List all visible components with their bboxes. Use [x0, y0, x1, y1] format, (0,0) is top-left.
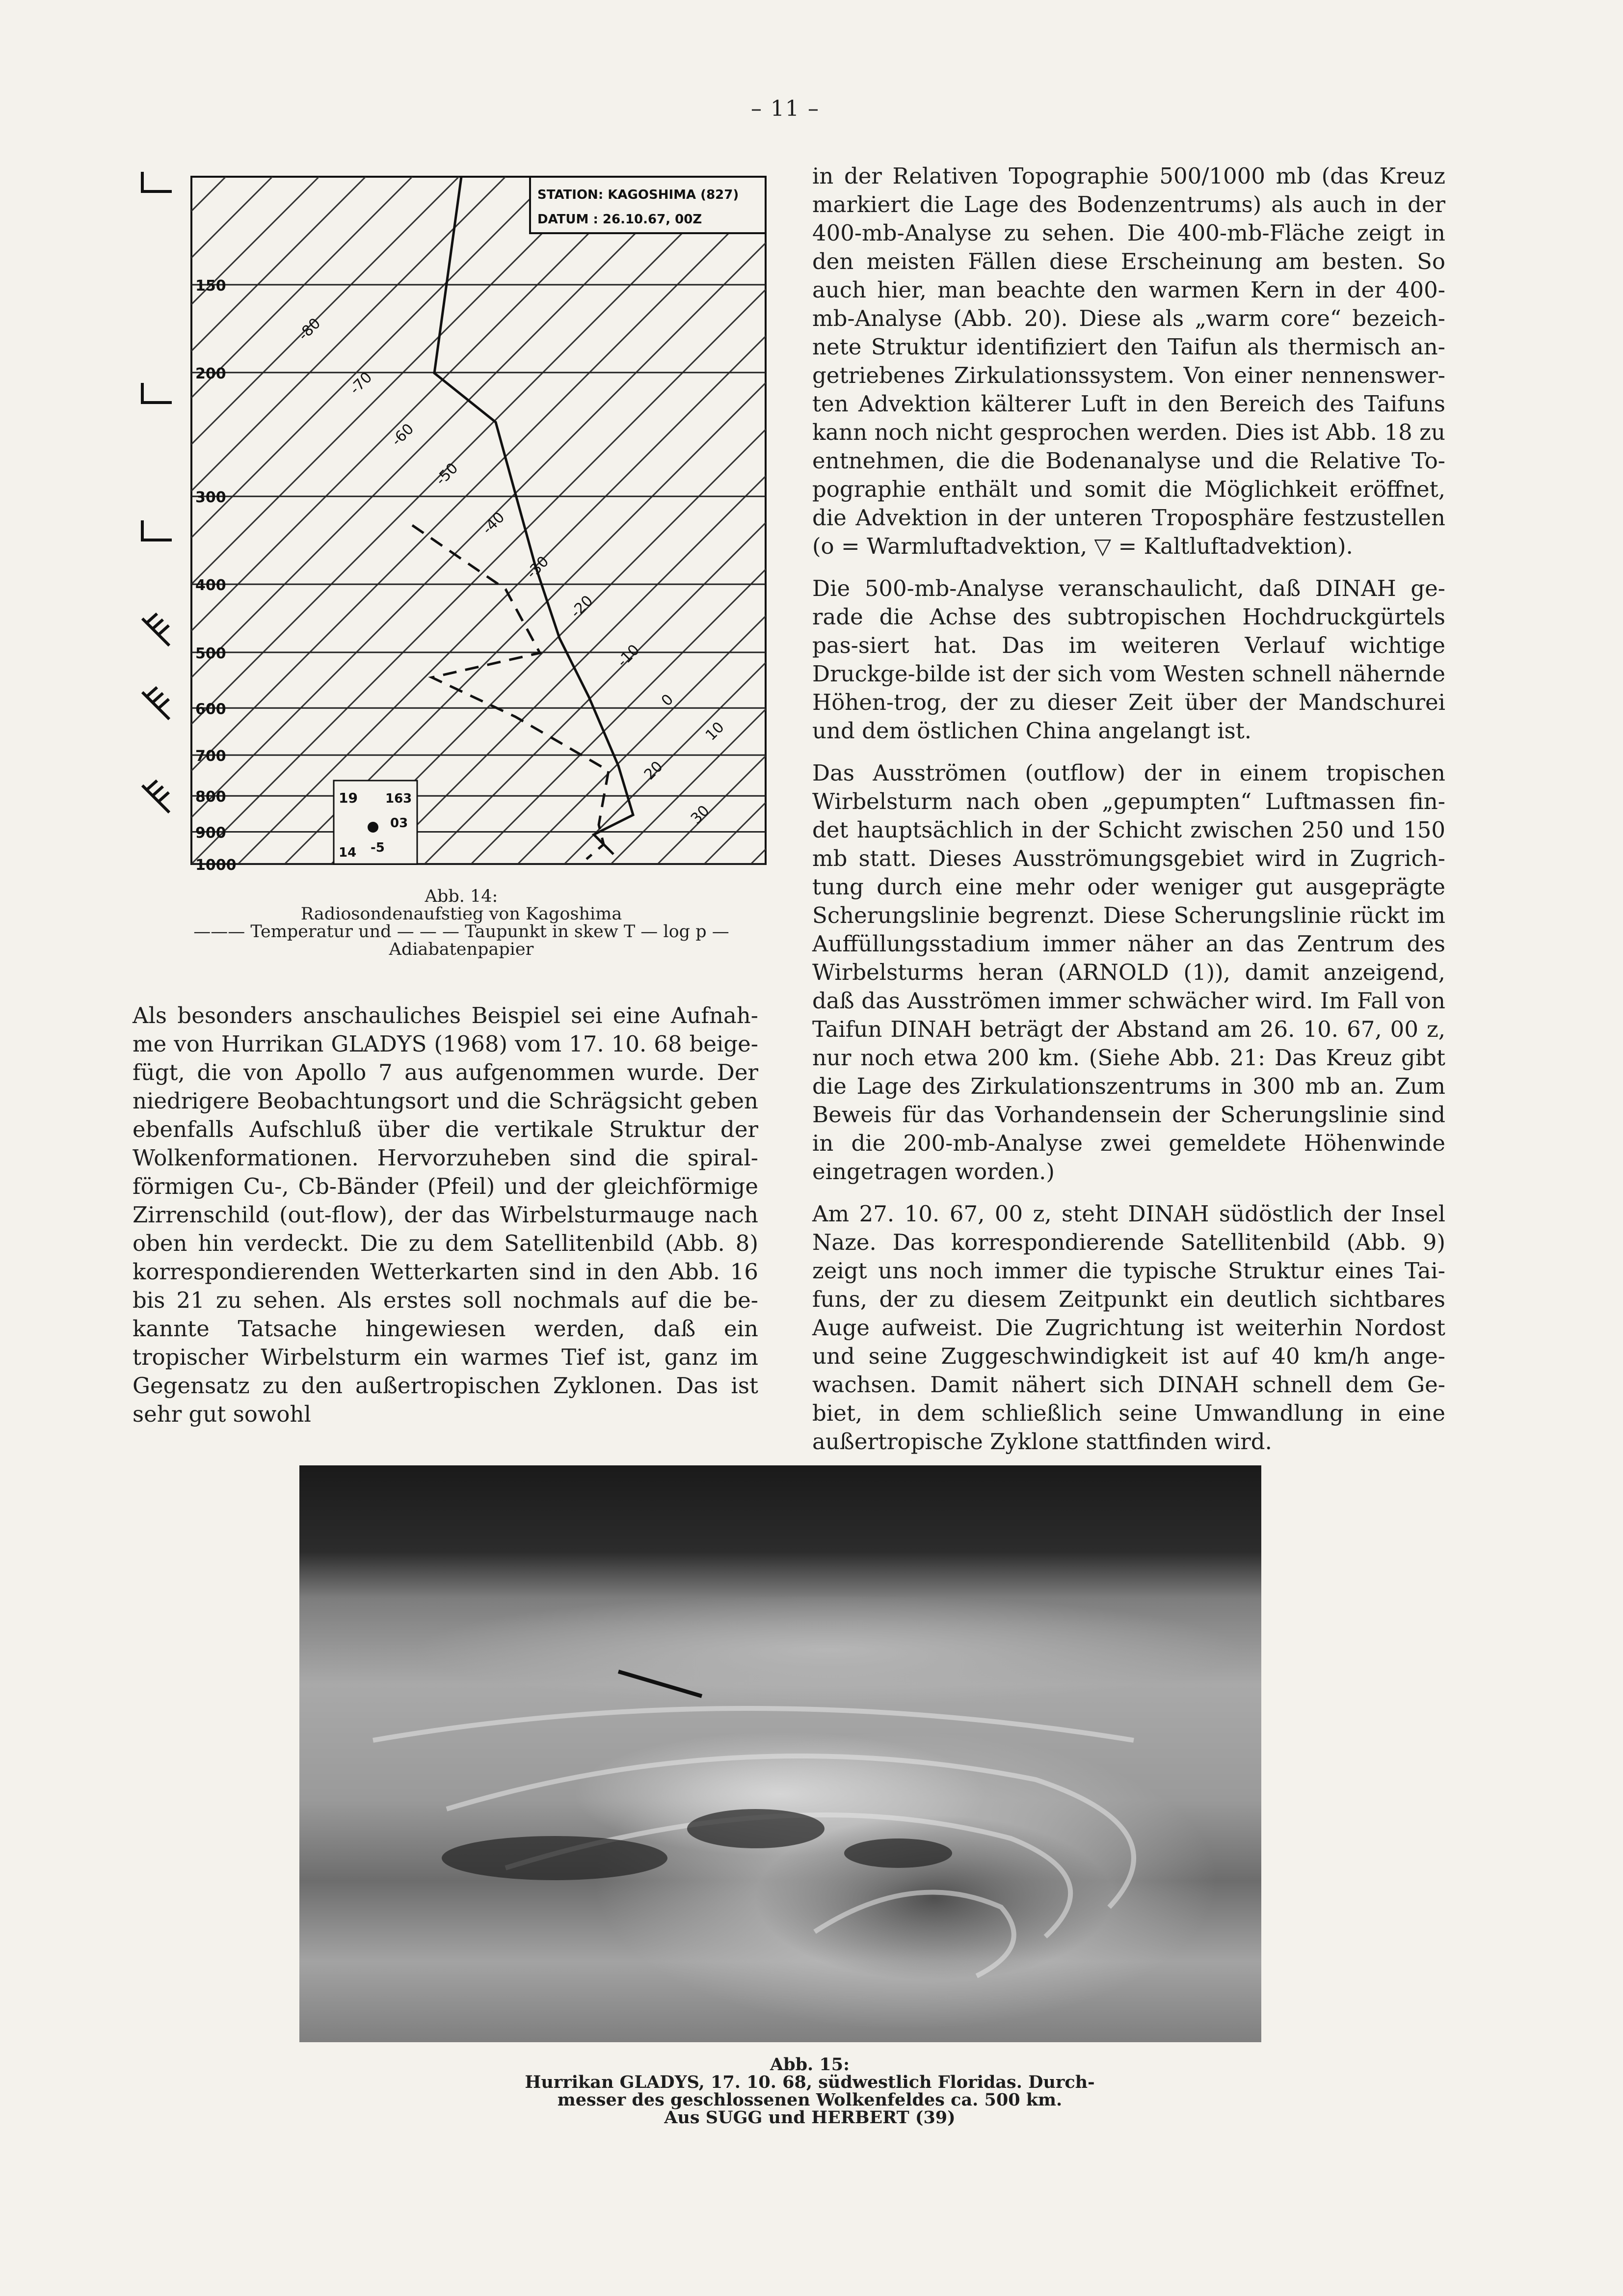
caption-line: ——— Temperatur und — — — Taupunkt in skew T — log p — [193, 922, 729, 942]
temperature-line [434, 177, 633, 854]
isotherm-line [238, 177, 790, 864]
station-circle [368, 822, 378, 833]
caption-line: Abb. 14: [425, 887, 498, 906]
wind-barb-icon [142, 520, 172, 540]
wind-barb-icon [142, 614, 169, 646]
pressure-label: 800 [195, 788, 226, 806]
left-column-text [133, 1001, 758, 1442]
wind-barb-icon [142, 687, 169, 719]
dewpoint-line [412, 525, 609, 859]
wind-barb-stroke [142, 687, 169, 719]
caption-line: Aus SUGG und HERBERT (39) [664, 2107, 956, 2128]
isotherm-line [123, 177, 462, 864]
wind-barb-stroke [142, 614, 169, 646]
wind-barb-stroke [142, 520, 172, 540]
diagram-frame [191, 177, 766, 864]
isotherm-line [145, 177, 790, 864]
isotherm-line [564, 177, 790, 864]
isotherm-label: -60 [388, 420, 418, 450]
wind-barb-icon [142, 383, 172, 403]
isotherm-label: -50 [432, 459, 462, 489]
hurricane-photo [299, 1465, 1261, 2042]
pressure-label: 600 [195, 701, 226, 718]
caption-line: Adiabatenpapier [389, 940, 534, 959]
pressure-label: 150 [195, 277, 226, 295]
pressure-label: 700 [195, 748, 226, 765]
isotherm-line [123, 177, 412, 864]
paragraph: Am 27. 10. 67, 00 z, steht DINAH südöstlich der Insel Naze. Das korrespondierende Satellitenbild (Abb. 9) zeigt uns noch immer die typische Struktur eines Tai-funs, der zu diesem Zeitpunkt ein deutlich sichtbares Auge aufweist. Die Zugrichtung ist weiterhin Nordost und seine Zuggeschwindigkeit ist auf 40 km/h ange-wachsen. Damit nähert sich DINAH schnell dem Ge-biet, in dem schließlich seine Umwandlung in eine außertropische Zyklone stattfinden wird. [812, 1201, 1445, 1455]
isotherm-line [751, 177, 790, 864]
station-plot-value: 03 [390, 816, 408, 831]
radiosonde-diagram [123, 147, 790, 895]
isotherm-label: -20 [567, 592, 597, 621]
isotherm-line [658, 177, 790, 864]
isotherm-line [611, 177, 790, 864]
wind-barb-icon [142, 172, 172, 191]
pressure-label: 300 [195, 489, 226, 507]
isotherm-label: -40 [479, 509, 508, 538]
paragraph: Die 500-mb-Analyse veranschaulicht, daß DINAH ge-rade die Achse des subtropischen Hochdruckgürtels pas-siert hat. Das im weiteren Verlauf wichtige Druckge-bilde ist der sich vom Westen schnell nähernde Höhen-trog, der zu dieser Zeit über der Mandschurei und dem östlichen China angelangt ist. [812, 575, 1445, 744]
isotherm-label: 20 [640, 757, 666, 783]
isotherm-label: 10 [702, 718, 728, 744]
pressure-label: 200 [195, 365, 226, 382]
caption-line: Hurrikan GLADYS, 17. 10. 68, südwestlich Floridas. Durch- [525, 2072, 1095, 2092]
pressure-label: 500 [195, 645, 226, 662]
isotherm-line [123, 177, 366, 864]
figure-14-caption [142, 888, 780, 958]
isotherm-label: -30 [523, 553, 553, 582]
figure-15-caption [427, 2056, 1193, 2127]
caption-line: messer des geschlossenen Wolkenfeldes ca. 500 km. [557, 2090, 1063, 2110]
isotherm-line [425, 177, 790, 864]
station-plot-value: 19 [339, 790, 358, 806]
isotherm-label: 30 [687, 802, 713, 828]
paragraph: Als besonders anschauliches Beispiel sei eine Aufnah-me von Hurrikan GLADYS (1968) vom 17. 10. 68 beige-fügt, die von Apollo 7 aus aufgenommen wurde. Der niedrigere Beobachtungsort und die Schrägsicht geben ebenfalls Aufschluß über die vertikale Struktur der Wolkenformationen. Hervorzuheben sind die spiral-förmigen Cu-, Cb-Bänder (Pfeil) und der gleichförmige Zirrenschild (out-flow), der das Wirbelsturmauge nach oben hin verdeckt. Die zu dem Satellitenbild (Abb. 8) korrespondierenden Wetterkarten sind in den Abb. 16 bis 21 zu sehen. Als erstes soll nochmals auf die be-kannte Tatsache hingewiesen werden, daß ein tropischer Wirbelsturm ein warmes Tief ist, ganz im Gegensatz zu den außertropischen Zyklonen. Das ist sehr gut sowohl [133, 1002, 758, 1427]
isotherm-label: -70 [346, 369, 376, 398]
paragraph: in der Relativen Topographie 500/1000 mb (das Kreuz markiert die Lage des Bodenzentrums) als auch in der 400-mb-Analyse zu sehen. Die 400-mb-Fläche zeigt in den meisten Fällen diese Erscheinung am besten. So auch hier, man beachte den warmen Kern in der 400-mb-Analyse (Abb. 20). Diese als „warm core“ bezeich-nete Struktur identifiziert den Taifun als thermisch an-getriebenes Zirkulationssystem. Von einer nennenswer-ten Advektion kälterer Luft in den Bereich des Taifuns kann noch nicht gesprochen werden. Dies ist Abb. 18 zu entnehmen, die die Bodenanalyse und die Relative To-pographie enthält und somit die Möglichkeit eröffnet, die Advektion in der unteren Troposphäre festzustellen (o = Warmluftadvektion, ▽ = Kaltluftadvektion). [812, 163, 1445, 559]
pressure-label: 900 [195, 824, 226, 842]
wind-barb-stroke [142, 172, 172, 191]
station-plot-value: 14 [339, 845, 357, 860]
station-plot-value: -5 [371, 840, 385, 855]
pressure-label: 400 [195, 577, 226, 594]
page-number: – 11 – [751, 96, 820, 121]
isotherm-label: 0 [658, 691, 677, 710]
isotherm-label: -10 [613, 641, 643, 671]
wind-barb-icon [142, 781, 169, 812]
pressure-label: 1000 [195, 857, 237, 874]
station-label: STATION: KAGOSHIMA (827) [537, 188, 739, 202]
wind-barb-stroke [142, 383, 172, 403]
isotherm-line [704, 177, 790, 864]
date-label: DATUM : 26.10.67, 00Z [537, 212, 702, 227]
isotherm-label: -80 [294, 315, 324, 344]
caption-line: Abb. 15: [770, 2054, 850, 2075]
photo-image [299, 1465, 1261, 2042]
wind-barb-stroke [142, 781, 169, 812]
isotherm-line [471, 177, 790, 864]
paragraph: Das Ausströmen (outflow) der in einem tropischen Wirbelsturm nach oben „gepumpten“ Luftmassen fin-det hauptsächlich in der Schicht zwischen 250 und 150 mb statt. Dieses Ausströmungsgebiet wird in Zugrich-tung durch eine mehr oder weniger gut ausgeprägte Scherungslinie begrenzt. Diese Scherungslinie rückt im Auffüllungsstadium immer näher an das Zentrum des Wirbelsturms heran (ARNOLD (1)), damit anzeigend, daß das Ausströmen immer schwächer wird. Im Fall von Taifun DINAH beträgt der Abstand am 26. 10. 67, 00 z, nur noch etwa 200 km. (Siehe Abb. 21: Das Kreuz gibt die Lage des Zirkulationszentrums in 300 mb an. Zum Beweis für das Vorhandensein der Scherungslinie sind in die 200-mb-Analyse zwei gemeldete Höhenwinde eingetragen worden.) [812, 760, 1445, 1185]
station-plot-value: 163 [385, 791, 412, 806]
caption-line: Radiosondenaufstieg von Kagoshima [300, 904, 622, 924]
right-column-text [812, 162, 1445, 1470]
